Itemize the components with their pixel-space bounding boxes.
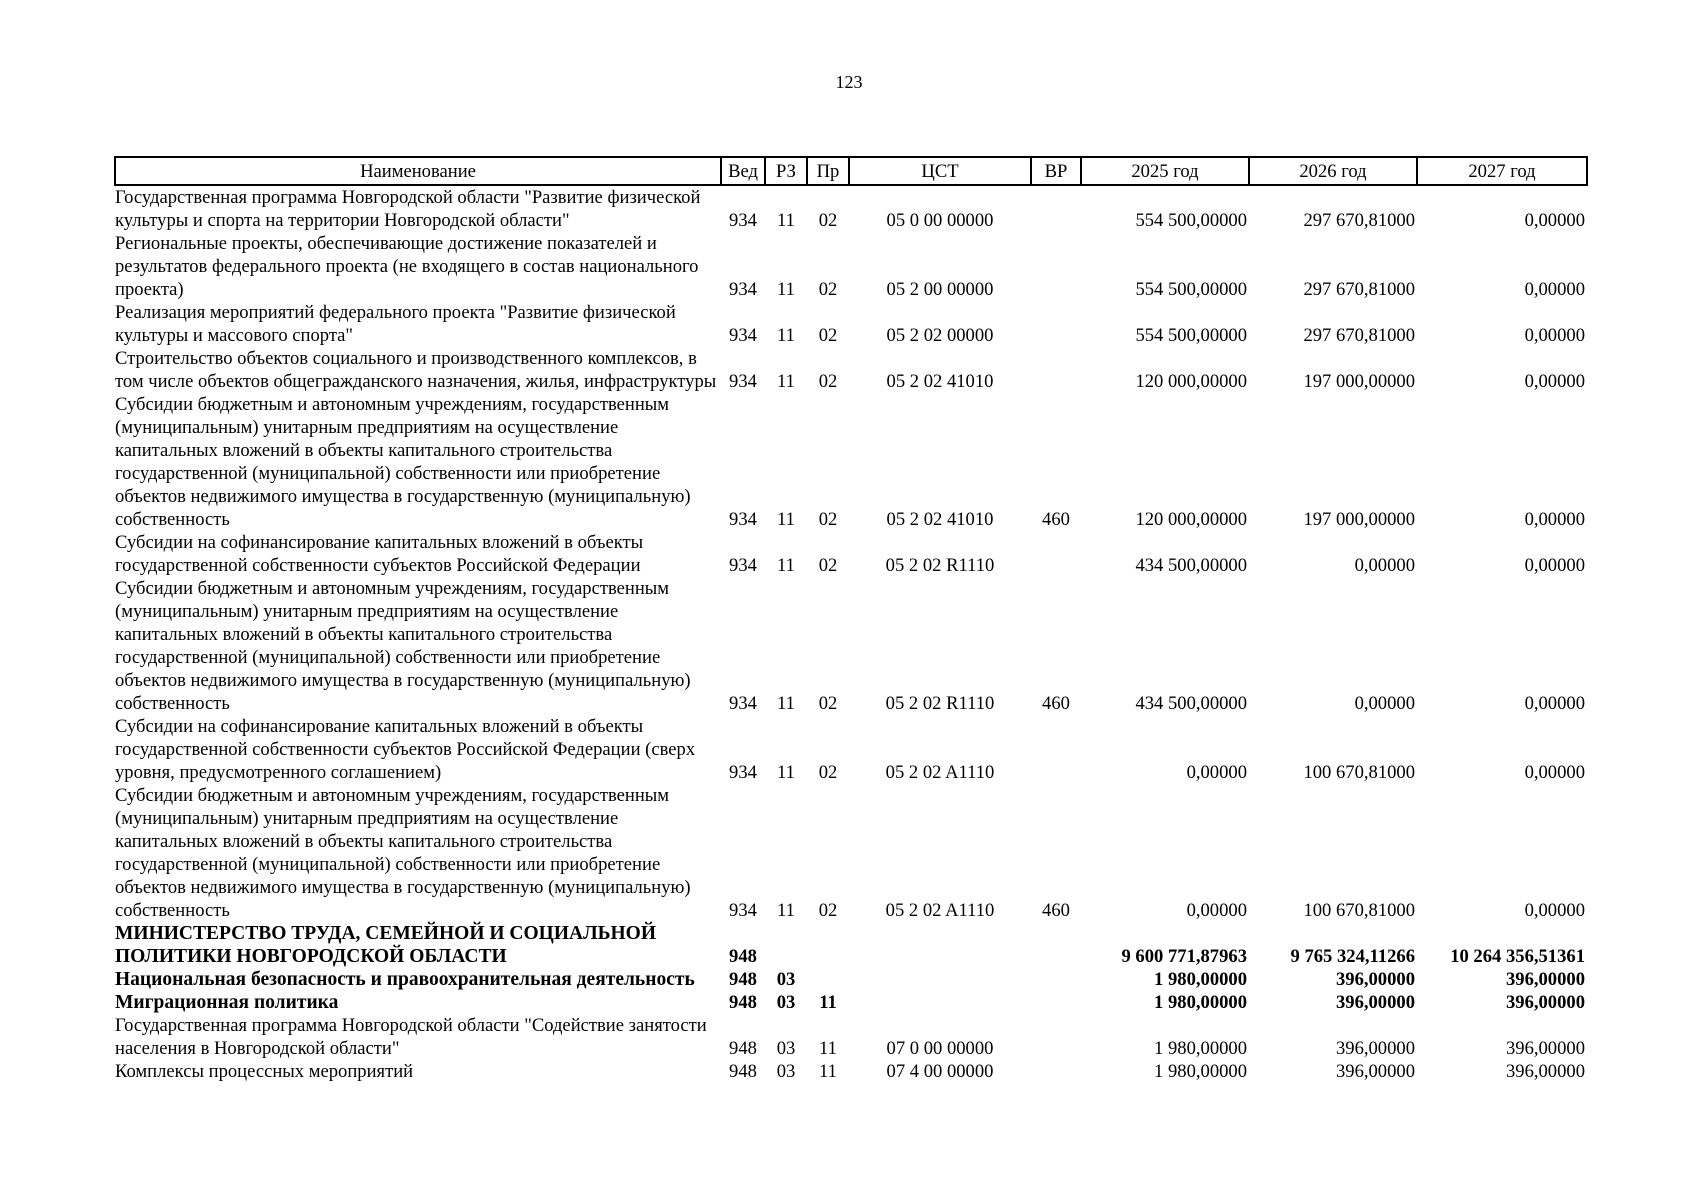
row-2026: 0,00000 [1354, 693, 1415, 714]
table-row-ministry [115, 922, 1587, 968]
row-2026: 297 670,81000 [1303, 279, 1415, 300]
table-row [115, 185, 1587, 232]
row-2025: 1 980,00000 [1154, 992, 1247, 1013]
row-pr: 02 [818, 210, 838, 231]
row-2026: 197 000,00000 [1303, 509, 1415, 530]
row-cst [849, 968, 1031, 991]
row-name: Субсидии на софинансирование капитальных вложений в объекты государственной собственности субъектов Российской Федерации (сверх уровня, предусмотренного соглашением) [115, 716, 696, 783]
row-name: Реализация мероприятий федерального проекта "Развитие физической культуры и массового спорта" [115, 302, 676, 346]
row-vr [1031, 715, 1081, 784]
row-rz: 11 [777, 900, 795, 921]
row-ved: 934 [729, 325, 757, 346]
header-ved: Вед [721, 157, 765, 185]
row-name: Государственная программа Новгородской области "Развитие физической культуры и спорта на территории Новгородской области" [115, 187, 701, 231]
row-name: Строительство объектов социального и производственного комплексов, в том числе объектов общегражданского назначения, жилья, инфраструктуры [115, 348, 717, 392]
row-ved: 948 [729, 992, 757, 1013]
row-2027: 0,00000 [1524, 555, 1585, 576]
row-2025: 1 980,00000 [1154, 1038, 1247, 1059]
budget-table [114, 156, 1588, 1083]
row-ved: 934 [729, 693, 757, 714]
row-2026: 396,00000 [1335, 992, 1415, 1013]
row-vr [1031, 1060, 1081, 1083]
row-rz: 11 [777, 509, 795, 530]
row-2026: 100 670,81000 [1303, 762, 1415, 783]
row-cst: 05 2 00 00000 [886, 279, 994, 300]
table-row [115, 301, 1587, 347]
row-rz: 03 [776, 969, 796, 990]
row-vr [1031, 531, 1081, 577]
row-vr [1031, 922, 1081, 968]
row-2025: 554 500,00000 [1135, 325, 1247, 346]
row-name: Национальная безопасность и правоохранительная деятельность [115, 969, 695, 990]
row-ved: 948 [729, 1038, 757, 1059]
row-name: Государственная программа Новгородской области "Содействие занятости населения в Новгородской области" [115, 1015, 707, 1059]
row-cst: 05 2 02 A1110 [885, 900, 995, 921]
row-rz [765, 922, 807, 968]
table-header-row [115, 157, 1587, 185]
row-pr: 02 [818, 762, 838, 783]
table-row [115, 531, 1587, 577]
row-pr [807, 968, 849, 991]
row-2027: 0,00000 [1524, 762, 1585, 783]
row-pr: 02 [818, 509, 838, 530]
row-2025: 9 600 771,87963 [1121, 946, 1247, 967]
row-name: Субсидии бюджетным и автономным учреждениям, государственным (муниципальным) унитарным предприятиям на осуществление капитальных вложений в объекты капитального строительства государственной (муниципальной) собственности или приобретение объектов недвижимого имущества в государственную (муниципальную) собственность [115, 394, 691, 530]
row-2027: 0,00000 [1524, 509, 1585, 530]
row-2027: 0,00000 [1524, 371, 1585, 392]
row-name: Субсидии бюджетным и автономным учреждениям, государственным (муниципальным) унитарным предприятиям на осуществление капитальных вложений в объекты капитального строительства государственной (муниципальной) собственности или приобретение объектов недвижимого имущества в государственную (муниципальную) собственность [115, 785, 691, 921]
header-pr: Пр [807, 157, 849, 185]
row-vr [1031, 968, 1081, 991]
header-2025: 2025 год [1081, 157, 1249, 185]
row-vr [1031, 991, 1081, 1014]
row-ved: 948 [729, 969, 757, 990]
row-ved: 934 [729, 279, 757, 300]
row-rz: 11 [777, 371, 795, 392]
row-ved: 948 [729, 1061, 757, 1082]
row-2026: 396,00000 [1335, 1038, 1415, 1059]
row-2025: 554 500,00000 [1135, 279, 1247, 300]
row-cst: 05 2 02 00000 [886, 325, 994, 346]
row-rz: 03 [776, 1061, 796, 1082]
row-pr: 02 [818, 900, 838, 921]
row-pr: 11 [819, 1061, 837, 1082]
header-vr: ВР [1031, 157, 1081, 185]
table-row-subsection [115, 991, 1587, 1014]
row-vr: 460 [1042, 900, 1070, 921]
row-cst: 07 4 00 00000 [886, 1061, 994, 1082]
row-pr: 11 [819, 1038, 837, 1059]
row-ved: 948 [729, 946, 757, 967]
row-2025: 120 000,00000 [1135, 509, 1247, 530]
table-row [115, 577, 1587, 715]
table-row-section [115, 968, 1587, 991]
row-rz: 11 [777, 555, 795, 576]
page-number: 123 [835, 72, 863, 92]
row-name: МИНИСТЕРСТВО ТРУДА, СЕМЕЙНОЙ И СОЦИАЛЬНОЙ ПОЛИТИКИ НОВГОРОДСКОЙ ОБЛАСТИ [115, 923, 656, 967]
row-rz: 11 [777, 693, 795, 714]
row-2026: 297 670,81000 [1303, 210, 1415, 231]
row-ved: 934 [729, 371, 757, 392]
row-cst: 05 2 02 A1110 [885, 762, 995, 783]
row-pr: 11 [819, 992, 837, 1013]
row-2026: 9 765 324,11266 [1290, 946, 1415, 967]
row-cst: 05 2 02 41010 [886, 371, 994, 392]
row-ved: 934 [729, 762, 757, 783]
row-rz: 11 [777, 762, 795, 783]
row-2025: 554 500,00000 [1135, 210, 1247, 231]
row-2026: 396,00000 [1335, 1061, 1415, 1082]
table-row [115, 784, 1587, 922]
row-cst [849, 991, 1031, 1014]
row-vr [1031, 232, 1081, 301]
row-2025: 120 000,00000 [1135, 371, 1247, 392]
row-2025: 434 500,00000 [1135, 555, 1247, 576]
row-pr [807, 922, 849, 968]
row-vr [1031, 185, 1081, 232]
row-ved: 934 [729, 555, 757, 576]
row-2026: 0,00000 [1354, 555, 1415, 576]
row-rz: 03 [776, 1038, 796, 1059]
row-ved: 934 [729, 509, 757, 530]
table-row [115, 232, 1587, 301]
table-row [115, 393, 1587, 531]
row-2025: 1 980,00000 [1154, 969, 1247, 990]
row-pr: 02 [818, 371, 838, 392]
row-cst [849, 922, 1031, 968]
row-2027: 0,00000 [1524, 693, 1585, 714]
row-name: Миграционная политика [115, 992, 339, 1013]
row-ved: 934 [729, 210, 757, 231]
row-rz: 11 [777, 210, 795, 231]
row-pr: 02 [818, 325, 838, 346]
row-ved: 934 [729, 900, 757, 921]
row-name: Субсидии на софинансирование капитальных вложений в объекты государственной собственности субъектов Российской Федерации [115, 532, 644, 576]
row-pr: 02 [818, 693, 838, 714]
row-2027: 0,00000 [1524, 279, 1585, 300]
row-2026: 297 670,81000 [1303, 325, 1415, 346]
row-pr: 02 [818, 279, 838, 300]
row-2026: 100 670,81000 [1303, 900, 1415, 921]
row-2026: 197 000,00000 [1303, 371, 1415, 392]
row-2025: 0,00000 [1186, 900, 1247, 921]
row-rz: 11 [777, 279, 795, 300]
row-name: Комплексы процессных мероприятий [115, 1061, 414, 1082]
row-cst: 05 2 02 R1110 [885, 693, 995, 714]
table-row [115, 1014, 1587, 1060]
row-rz: 11 [777, 325, 795, 346]
row-2027: 0,00000 [1524, 900, 1585, 921]
header-2026: 2026 год [1249, 157, 1417, 185]
header-2027: 2027 год [1417, 157, 1587, 185]
row-name: Региональные проекты, обеспечивающие достижение показателей и результатов федерального проекта (не входящего в состав национального проекта) [115, 233, 699, 300]
row-cst: 05 2 02 41010 [886, 509, 994, 530]
row-2027: 396,00000 [1505, 1061, 1585, 1082]
row-vr [1031, 347, 1081, 393]
row-2027: 396,00000 [1505, 1038, 1585, 1059]
row-2027: 396,00000 [1505, 992, 1585, 1013]
row-name: Субсидии бюджетным и автономным учреждениям, государственным (муниципальным) унитарным предприятиям на осуществление капитальных вложений в объекты капитального строительства государственной (муниципальной) собственности или приобретение объектов недвижимого имущества в государственную (муниципальную) собственность [115, 578, 691, 714]
row-2025: 434 500,00000 [1135, 693, 1247, 714]
row-vr [1031, 301, 1081, 347]
table-row [115, 715, 1587, 784]
row-rz: 03 [776, 992, 796, 1013]
header-cst: ЦСТ [849, 157, 1031, 185]
row-cst: 05 2 02 R1110 [885, 555, 995, 576]
row-2025: 1 980,00000 [1154, 1061, 1247, 1082]
row-pr: 02 [818, 555, 838, 576]
row-2027: 0,00000 [1524, 210, 1585, 231]
header-rz: РЗ [765, 157, 807, 185]
row-cst: 07 0 00 00000 [886, 1038, 994, 1059]
header-name: Наименование [115, 157, 721, 185]
row-2027: 0,00000 [1524, 325, 1585, 346]
table-row [115, 1060, 1587, 1083]
table-row [115, 347, 1587, 393]
row-vr [1031, 1014, 1081, 1060]
row-2026: 396,00000 [1335, 969, 1415, 990]
row-2027: 10 264 356,51361 [1450, 946, 1585, 967]
row-2025: 0,00000 [1186, 762, 1247, 783]
row-vr: 460 [1042, 693, 1070, 714]
row-vr: 460 [1042, 509, 1070, 530]
row-cst: 05 0 00 00000 [886, 210, 994, 231]
row-2027: 396,00000 [1505, 969, 1585, 990]
